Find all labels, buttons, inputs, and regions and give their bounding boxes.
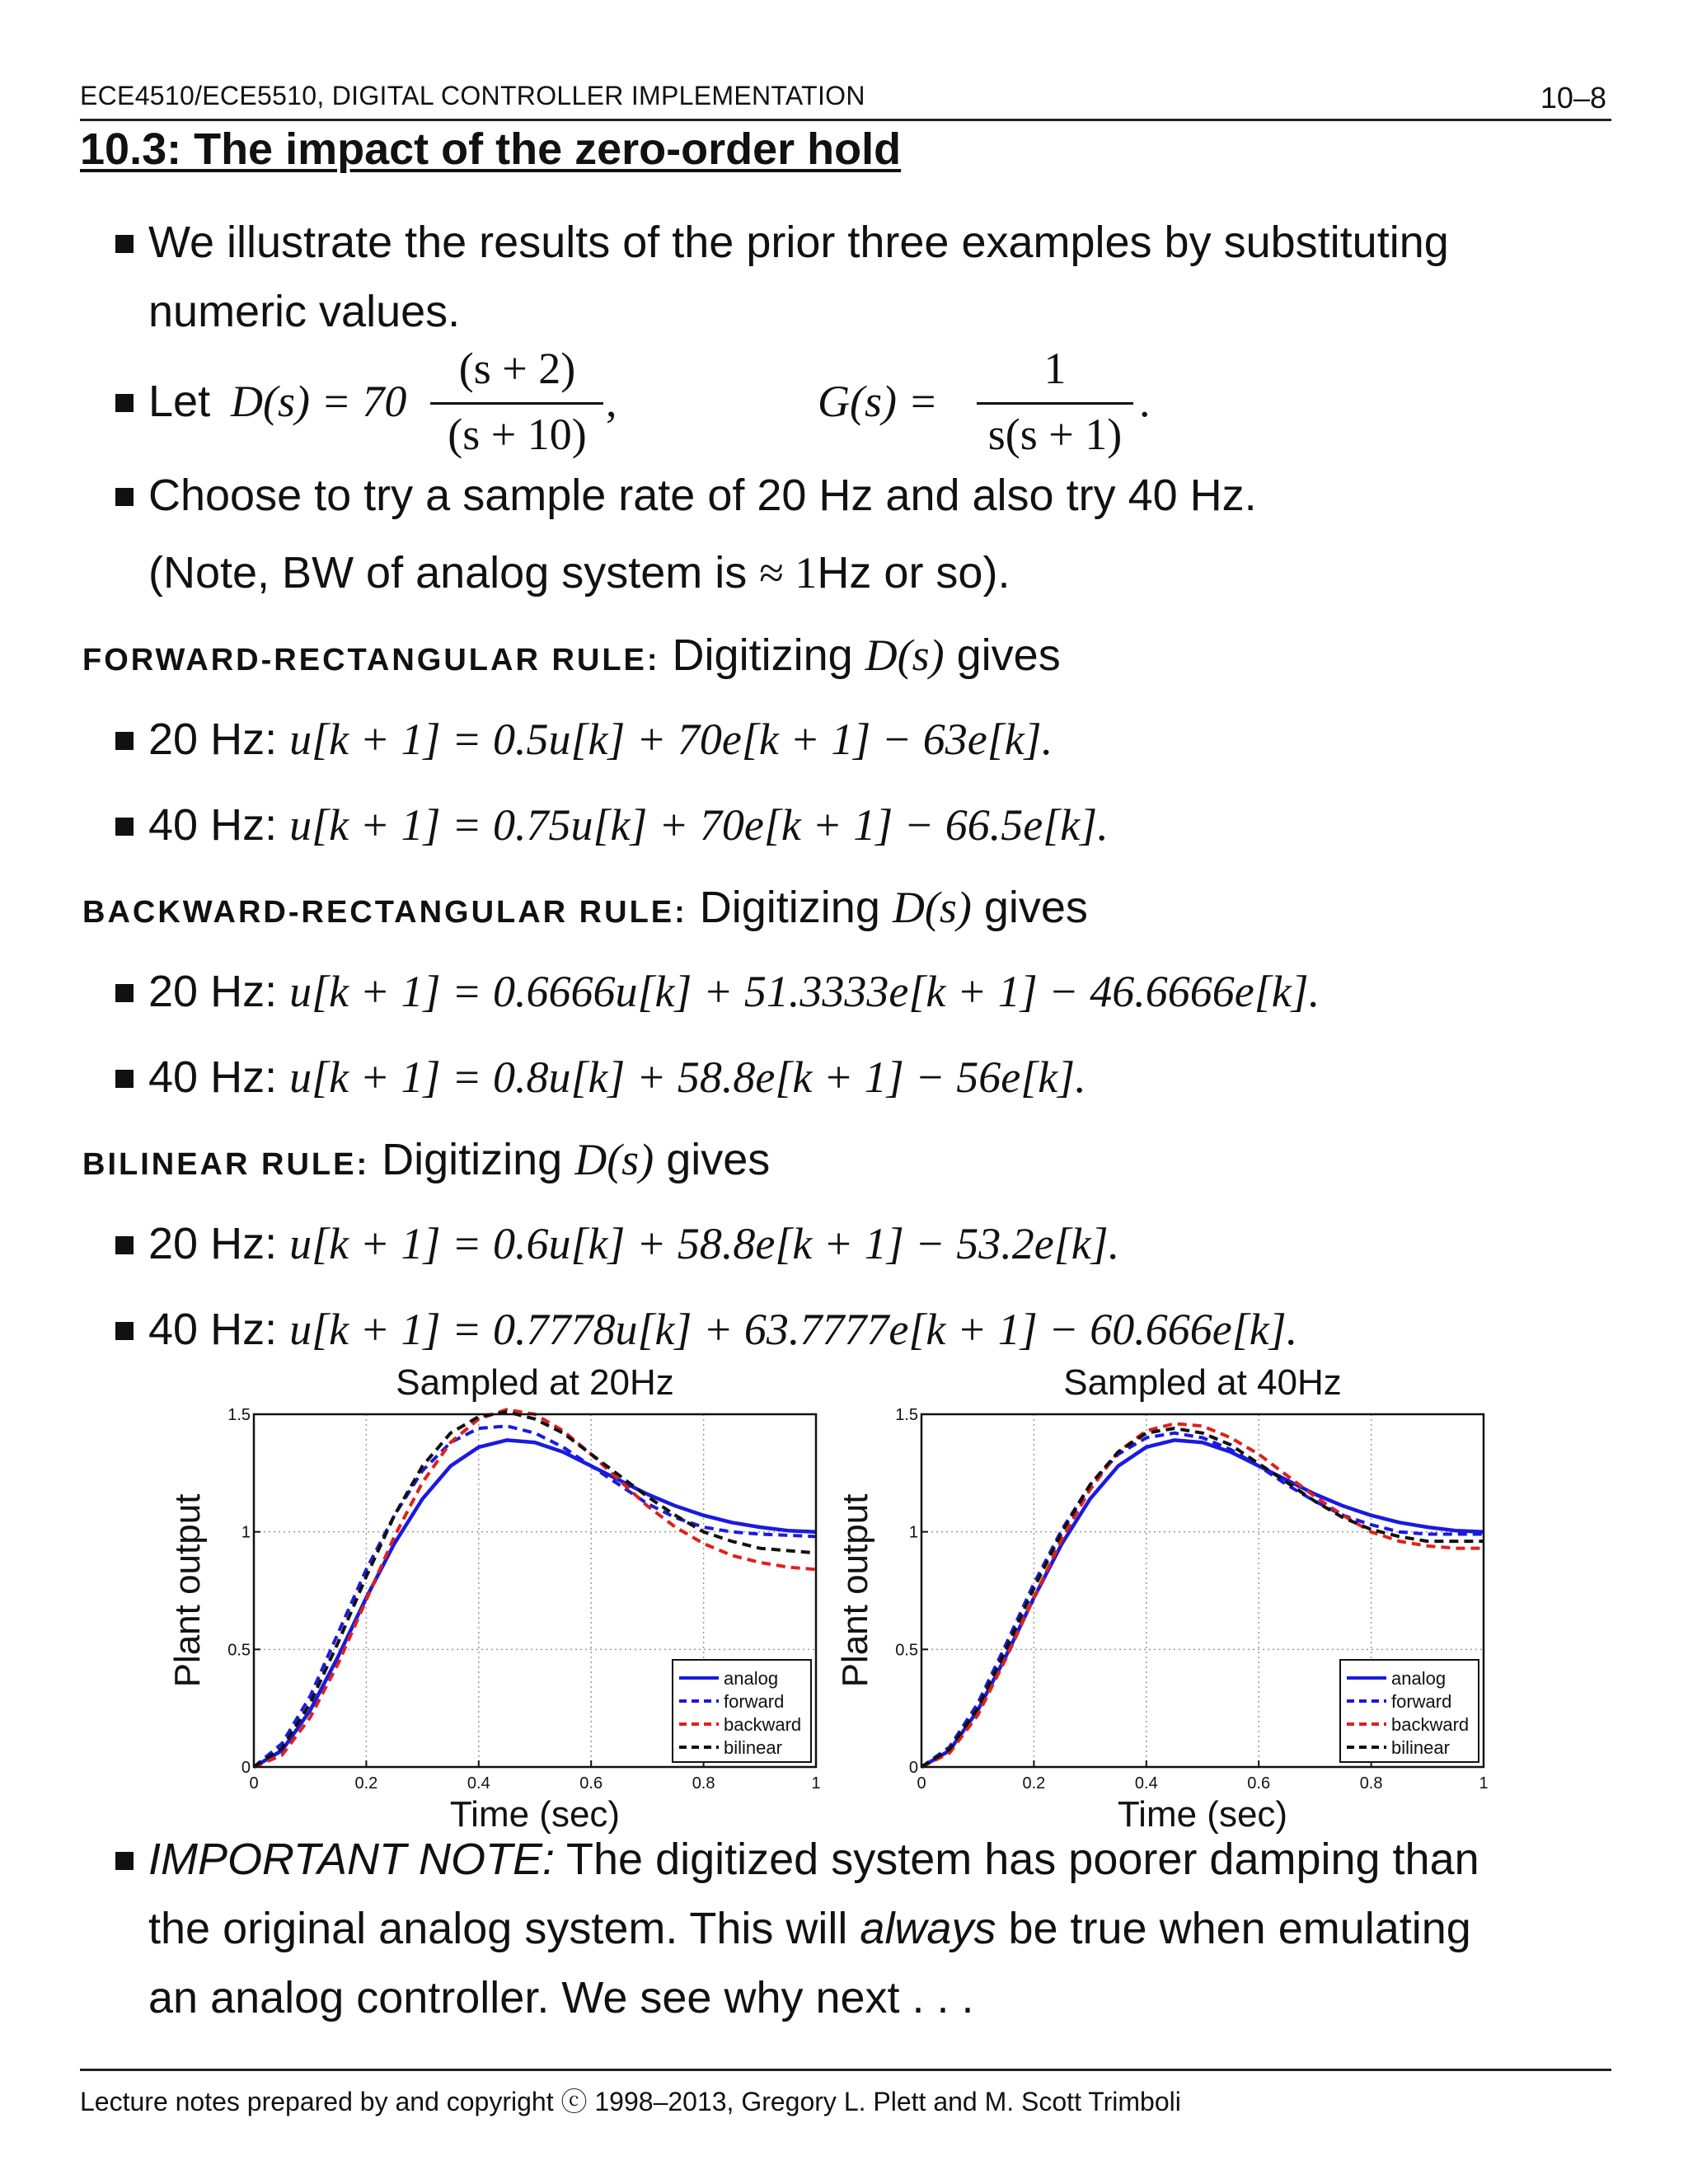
comma: , — [606, 377, 617, 426]
note-line-3: an analog controller. We see why next . . . — [148, 1973, 974, 2022]
y-tick-label: 0 — [908, 1759, 918, 1777]
d-fraction-bar — [430, 402, 603, 405]
bullet-marker — [115, 984, 134, 1002]
bullet-text: Choose to try a sample rate of 20 Hz and also try 40 Hz. — [148, 471, 1257, 520]
chart-title: Sampled at 20Hz — [396, 1362, 674, 1403]
let-label: Let — [148, 377, 211, 426]
bullet-marker — [115, 1070, 134, 1088]
y-axis-label: Plant output — [835, 1493, 875, 1688]
equation-20hz: 20 Hz: u[k + 1] = 0.5u[k] + 70e[k + 1] − 63e[k]. — [148, 715, 1053, 764]
legend-label-analog: analog — [724, 1668, 779, 1689]
chart-title: Sampled at 40Hz — [1063, 1362, 1342, 1403]
d-numerator: (s + 2) — [458, 344, 576, 393]
equation-40hz: 40 Hz: u[k + 1] = 0.75u[k] + 70e[k + 1] − 66.5e[k]. — [148, 800, 1109, 850]
legend-label-bilinear: bilinear — [1391, 1737, 1450, 1758]
chart-legend — [1340, 1660, 1479, 1762]
note-line-2: the original analog system. This will always be true when emulating — [148, 1904, 1471, 1953]
x-tick-label: 1 — [1479, 1774, 1489, 1793]
x-tick-label: 0.6 — [579, 1774, 603, 1793]
y-tick-label: 0.5 — [227, 1641, 251, 1660]
legend-label-analog: analog — [1391, 1668, 1447, 1689]
chart-sampled-40hz — [816, 1360, 1517, 1838]
copyright-text: Lecture notes prepared by and copyright ⓒ 1998–2013, Gregory L. Plett and M. Scott Trimboli — [80, 2087, 1181, 2116]
d-of-s-lhs: D(s) = 70 — [231, 377, 407, 426]
y-tick-label: 1 — [241, 1523, 251, 1542]
bullet-text-cont: numeric values. — [148, 287, 461, 336]
x-tick-label: 0 — [917, 1774, 926, 1793]
period: . — [1139, 377, 1151, 426]
x-tick-label: 0.4 — [1134, 1774, 1158, 1793]
g-of-s-lhs: G(s) = — [818, 377, 938, 426]
rule-heading: FORWARD-RECTANGULAR RULE: Digitizing D(s) gives — [82, 630, 1061, 680]
x-tick-label: 0.6 — [1247, 1774, 1271, 1793]
d-denominator: (s + 10) — [448, 410, 587, 459]
bullet-marker — [115, 1322, 134, 1340]
bullet-marker — [115, 235, 134, 253]
x-axis-label: Time (sec) — [449, 1794, 621, 1835]
running-header — [80, 81, 1611, 121]
legend-label-backward: backward — [724, 1714, 802, 1735]
bullet-text: We illustrate the results of the prior three examples by substituting — [148, 218, 1449, 267]
bullet-marker — [115, 488, 134, 506]
bullet-marker — [115, 394, 134, 412]
x-tick-label: 0.8 — [1359, 1774, 1383, 1793]
rule-heading: BACKWARD-RECTANGULAR RULE: Digitizing D(s) gives — [82, 883, 1088, 932]
x-tick-label: 0.2 — [1022, 1774, 1046, 1793]
equation-40hz: 40 Hz: u[k + 1] = 0.7778u[k] + 63.7777e[k + 1] − 60.666e[k]. — [148, 1305, 1298, 1354]
x-axis-label: Time (sec) — [1117, 1794, 1288, 1835]
bullet-marker — [115, 732, 134, 750]
chart-legend — [673, 1660, 811, 1762]
x-tick-label: 0.4 — [467, 1774, 490, 1793]
x-tick-label: 0.2 — [354, 1774, 378, 1793]
g-fraction-bar — [977, 402, 1133, 405]
rule-heading: BILINEAR RULE: Digitizing D(s) gives — [82, 1135, 771, 1184]
x-tick-label: 0 — [249, 1774, 259, 1793]
g-denominator: s(s + 1) — [987, 410, 1123, 459]
page-number: 10–8 — [1540, 81, 1606, 115]
bullet-marker — [115, 1236, 134, 1254]
y-axis-label: Plant output — [167, 1493, 208, 1688]
legend-label-bilinear: bilinear — [724, 1737, 782, 1758]
bullet-marker — [115, 818, 134, 836]
x-tick-label: 0.8 — [692, 1774, 715, 1793]
equation-40hz: 40 Hz: u[k + 1] = 0.8u[k] + 58.8e[k + 1] − 56e[k]. — [148, 1052, 1086, 1102]
g-numerator: 1 — [1043, 344, 1067, 393]
legend-label-backward: backward — [1391, 1714, 1470, 1735]
footer — [80, 2069, 1611, 2116]
y-tick-label: 0 — [241, 1759, 251, 1777]
bullet-marker — [115, 1852, 134, 1870]
y-tick-label: 1.5 — [227, 1406, 251, 1424]
note-line-1: IMPORTANT NOTE: The digitized system has poorer damping than — [148, 1835, 1479, 1884]
y-tick-label: 1.5 — [895, 1406, 918, 1424]
bullet-text-cont: (Note, BW of analog system is ≈ 1Hz or so). — [148, 548, 1010, 598]
x-tick-label: 1 — [811, 1774, 821, 1793]
chart-sampled-20hz — [148, 1360, 849, 1838]
course-title: ECE4510/ECE5510, DIGITAL CONTROLLER IMPLEMENTATION — [80, 81, 865, 110]
y-tick-label: 0.5 — [895, 1641, 918, 1660]
equation-20hz: 20 Hz: u[k + 1] = 0.6666u[k] + 51.3333e[k + 1] − 46.6666e[k]. — [148, 967, 1320, 1016]
legend-label-forward: forward — [724, 1691, 785, 1712]
equation-20hz: 20 Hz: u[k + 1] = 0.6u[k] + 58.8e[k + 1] − 53.2e[k]. — [148, 1219, 1120, 1268]
legend-label-forward: forward — [1391, 1691, 1452, 1712]
section-title: 10.3: The impact of the zero-order hold — [80, 124, 902, 174]
y-tick-label: 1 — [908, 1523, 918, 1542]
